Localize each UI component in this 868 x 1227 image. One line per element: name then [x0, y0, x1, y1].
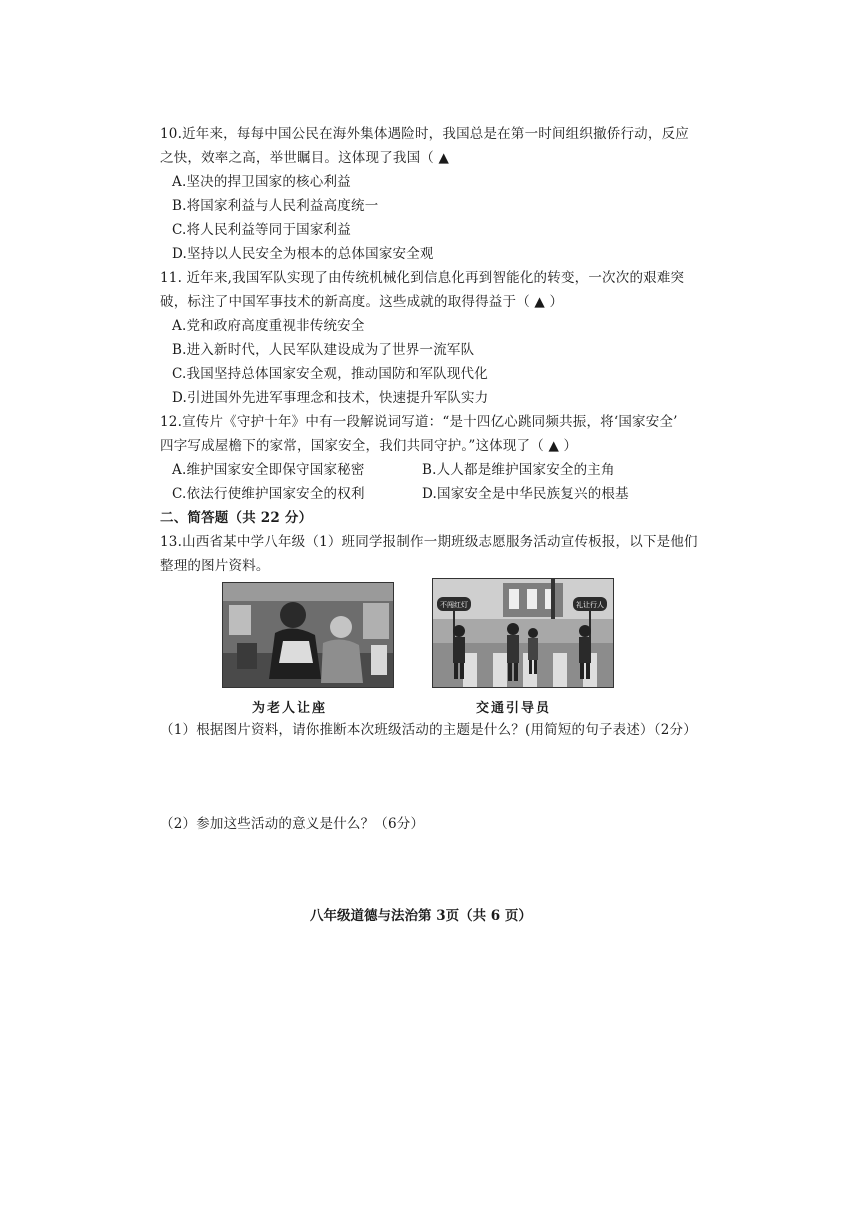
q11-stem-line2: 破，标注了中国军事技术的新高度。这些成就的取得得益于（ ▲ ） [160, 294, 564, 310]
q11-option-c: C.我国坚持总体国家安全观，推动国防和军队现代化 [172, 366, 488, 382]
q13-sub2: （2）参加这些活动的意义是什么？（6分） [160, 816, 425, 832]
sign-right-text: 礼让行人 [576, 601, 604, 609]
photo-traffic-guide [432, 578, 614, 688]
q10-stem-line1: 10.近年来，每每中国公民在海外集体遇险时，我国总是在第一时间组织撤侨行动，反应 [160, 126, 689, 142]
sign-left-text: 不闯红灯 [440, 601, 468, 609]
q13-stem-line2: 整理的图片资料。 [160, 558, 270, 574]
photo-seat-for-elderly [222, 582, 394, 688]
q11-option-b: B.进入新时代，人民军队建设成为了世界一流军队 [172, 342, 475, 358]
q10-stem-line2: 之快，效率之高，举世瞩目。这体现了我国（ ▲ [160, 150, 450, 166]
q11-option-a: A.党和政府高度重视非传统安全 [172, 318, 365, 334]
q12-option-d: D.国家安全是中华民族复兴的根基 [422, 486, 629, 502]
q12-option-c: C.依法行使维护国家安全的权利 [172, 486, 365, 502]
q12-stem-line1: 12.宣传片《守护十年》中有一段解说词写道：“是十四亿心跳同频共振，将‘国家安全’ [160, 414, 678, 430]
q13-sub1: （1）根据图片资料，请你推断本次班级活动的主题是什么？(用简短的句子表述）（2分） [160, 722, 697, 738]
page-footer: 八年级道德与法治第 3页（共 6 页） [310, 908, 532, 924]
q10-option-a: A.坚决的捍卫国家的核心利益 [172, 174, 351, 190]
bus-scene-image [223, 583, 393, 687]
q10-option-b: B.将国家利益与人民利益高度统一 [172, 198, 379, 214]
q11-option-d: D.引进国外先进军事理念和技术，快速提升军队实力 [172, 390, 489, 406]
crosswalk-scene-image [433, 579, 613, 687]
photo2-caption: 交通引导员 [476, 701, 552, 716]
q12-option-b: B.人人都是维护国家安全的主角 [422, 462, 615, 478]
q10-option-c: C.将人民利益等同于国家利益 [172, 222, 351, 238]
photo1-caption: 为老人让座 [252, 701, 328, 716]
q10-option-d: D.坚持以人民安全为根本的总体国家安全观 [172, 246, 434, 262]
q12-option-a: A.维护国家安全即保守国家秘密 [172, 462, 365, 478]
q11-stem-line1: 11. 近年来,我国军队实现了由传统机械化到信息化再到智能化的转变，一次次的艰难突 [160, 270, 685, 286]
q12-stem-line2: 四字写成屋檐下的家常，国家安全，我们共同守护。”这体现了（ ▲ ） [160, 438, 578, 454]
section-heading: 二、简答题（共 22 分） [160, 510, 313, 526]
q13-stem-line1: 13.山西省某中学八年级（1）班同学报制作一期班级志愿服务活动宣传板报，以下是他们 [160, 534, 698, 550]
